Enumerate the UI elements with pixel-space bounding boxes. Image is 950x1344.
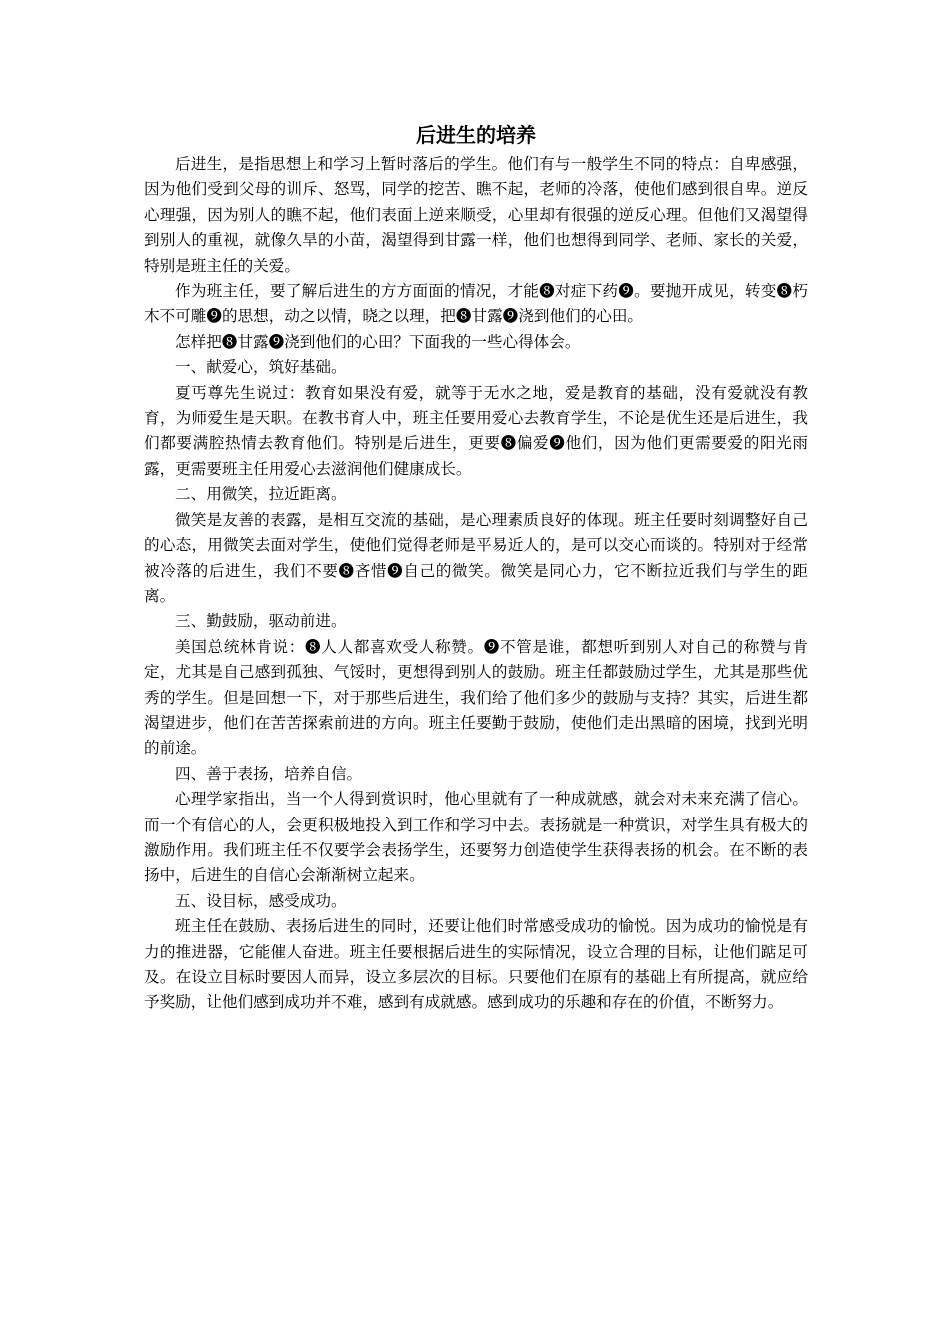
paragraph-intro: 后进生，是指思想上和学习上暂时落后的学生。他们有与一般学生不同的特点：自卑感强，因为他们受到父母的训斥、怒骂，同学的挖苦、瞧不起，老师的冷落，使他们感到很自卑。逆反心理强，因为别人的瞧不起，他们表面上逆来顺受，心里却有很强的逆反心理。但他们又渴望得到别人的重视，就像久旱的小苗，渴望得到甘露一样，他们也想得到同学、老师、家长的关爱，特别是班主任的关爱。 xyxy=(144,155,808,275)
paragraph-role: 作为班主任，要了解后进生的方方面面的情况，才能❽对症下药❾。要抛开成见，转变❽朽木不可雕❾的思想，动之以情，晓之以理，把❽甘露❾浇到他们的心田。 xyxy=(144,282,808,326)
section-heading-1: 一、献爱心，筑好基础。 xyxy=(175,358,347,377)
paragraph-section-4: 心理学家指出，当一个人得到赏识时，他心里就有了一种成就感，就会对未来充满了信心。而一个有信心的人，会更积极地投入到工作和学习中去。表扬就是一种赏识，对学生具有极大的激励作用。我们班主任不仅要学会表扬学生，还要努力创造使学生获得表扬的机会。在不断的表扬中，后进生的自信心会渐渐树立起来。 xyxy=(144,790,808,885)
section-heading-5: 五、设目标，感受成功。 xyxy=(175,891,347,910)
document-page xyxy=(144,118,808,1016)
document-title: 后进生的培养 xyxy=(416,123,536,147)
paragraph-section-3: 美国总统林肯说：❽人人都喜欢受人称赞。❾不管是谁，都想听到别人对自己的称赞与肯定，尤其是自己感到孤独、气馁时，更想得到别人的鼓励。班主任都鼓励过学生，尤其是那些优秀的学生。但是回想一下，对于那些后进生，我们给了他们多少的鼓励与支持？其实，后进生都渴望进步，他们在苦苦探索前进的方向。班主任要勤于鼓励，使他们走出黑暗的困境，找到光明的前途。 xyxy=(144,637,808,758)
paragraph-section-1: 夏丐尊先生说过：教育如果没有爱，就等于无水之地，爱是教育的基础，没有爱就没有教育，为师爱生是天职。在教书育人中，班主任要用爱心去教育学生，不论是优生还是后进生，我们都要满腔热情去教育他们。特别是后进生，更要❽偏爱❾他们，因为他们更需要爱的阳光雨露，更需要班主任用爱心去滋润他们健康成长。 xyxy=(144,383,808,478)
section-heading-4: 四、善于表扬，培养自信。 xyxy=(175,764,363,783)
paragraph-section-5: 班主任在鼓励、表扬后进生的同时，还要让他们时常感受成功的愉悦。因为成功的愉悦是有力的推进器，它能催人奋进。班主任要根据后进生的实际情况，设立合理的目标，让他们踮足可及。在设立目标时要因人而异，设立多层次的目标。只要他们在原有的基础上有所提高，就应给予奖励，让他们感到成功并不难，感到有成就感。感到成功的乐趣和存在的价值，不断努力。 xyxy=(144,917,808,1012)
section-heading-2: 二、用微笑，拉近距离。 xyxy=(175,485,347,504)
paragraph-section-2: 微笑是友善的表露，是相互交流的基础，是心理素质良好的体现。班主任要时刻调整好自己的心态，用微笑去面对学生，使他们觉得老师是平易近人的，是可以交心而谈的。特别对于经常被冷落的后进生，我们不要❽吝惜❾自己的微笑。微笑是同心力，它不断拉近我们与学生的距离。 xyxy=(144,510,808,605)
paragraph-question: 怎样把❽甘露❾浇到他们的心田？下面我的一些心得体会。 xyxy=(175,332,581,351)
section-heading-3: 三、勤鼓励，驱动前进。 xyxy=(175,612,347,631)
